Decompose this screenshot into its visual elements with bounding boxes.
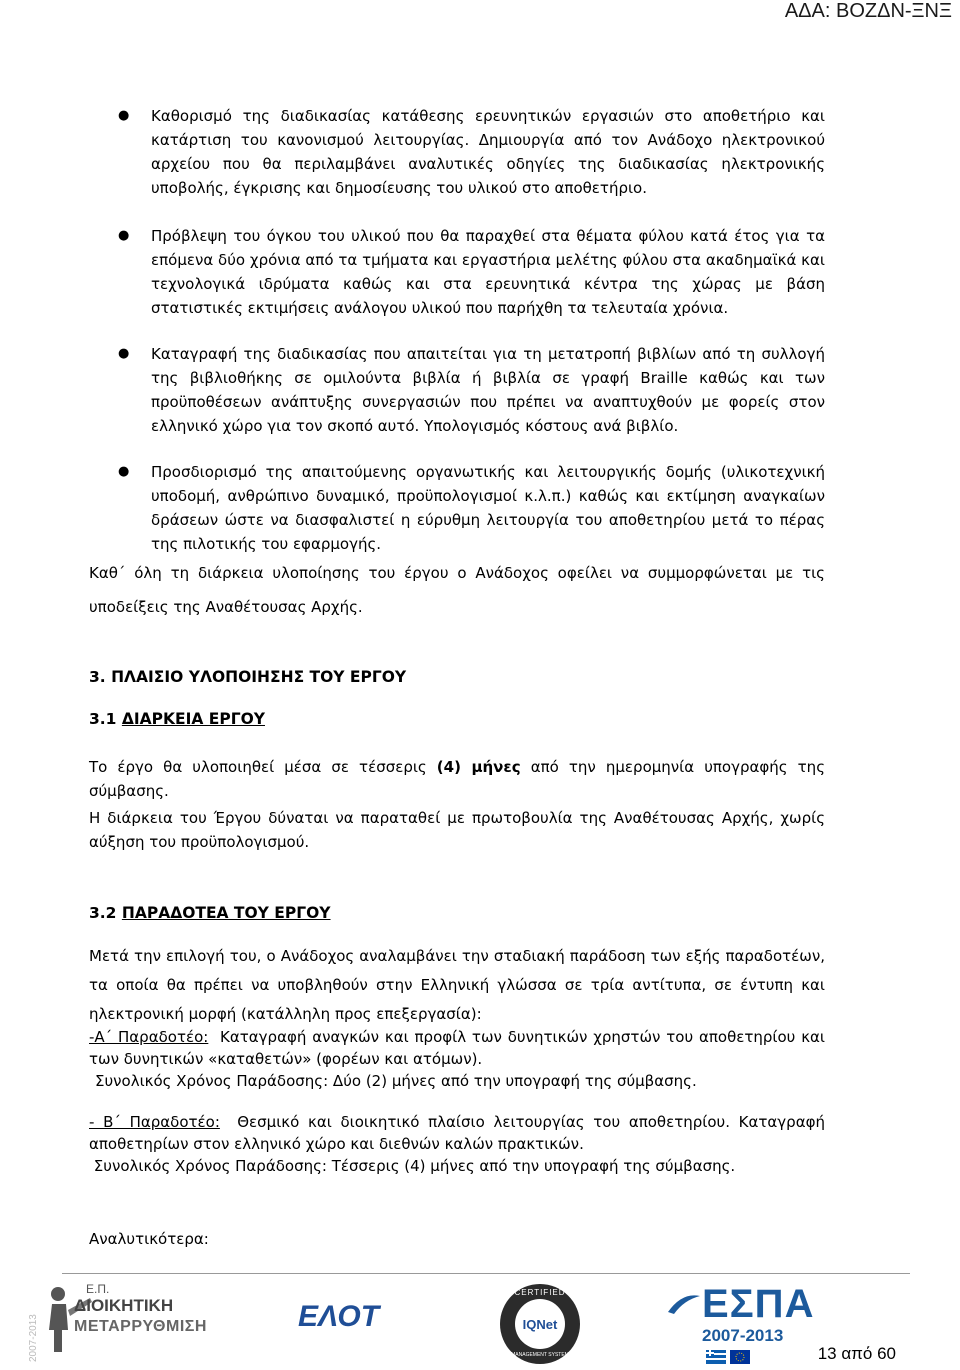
espa-years: 2007-2013: [702, 1326, 784, 1345]
ep-line1: ΔΙΟΙΚΗΤΙΚΗ: [74, 1296, 174, 1315]
bullet-dot: ●: [118, 346, 130, 361]
bullet-dot: ●: [118, 464, 130, 479]
list-item: Καθορισμό της διαδικασίας κατάθεσης ερευνητικών εργασιών στο αποθετήριο και κατάρτιση του κανονισμού λειτουργίας. Δημιουργία από τον Ανάδοχο ηλεκτρονικού αρχείου που θα περιλαμβάνει αναλυτικές οδηγίες της διαδικασίας ηλεκτρονικής υποβολής, έγκρισης και δημοσίευσης του υλικού στο αποθετήριο.: [151, 107, 825, 197]
elot-logo: [298, 1300, 398, 1340]
deliverable-a-time: Συνολικός Χρόνος Παράδοσης: Δύο (2) μήνες από την υπογραφή της σύμβασης.: [95, 1072, 697, 1090]
flags-icon: [706, 1350, 750, 1364]
duration-value: (4) μήνες: [436, 758, 521, 776]
ep-small: Ε.Π.: [86, 1282, 110, 1296]
deliverable-a-label: -Α΄ Παραδοτέο:: [89, 1028, 209, 1046]
extension-paragraph: Η διάρκεια του Έργου δύναται να παραταθεί με πρωτοβουλία της Αναθέτουσας Αρχής, χωρίς αύξηση του προϋπολογισμού.: [89, 809, 825, 851]
deliverable-b-label: - Β΄ Παραδοτέο:: [89, 1113, 220, 1131]
section-number: 3.1: [89, 710, 117, 728]
list-item: Πρόβλεψη του όγκου του υλικού που θα παραχθεί στα θέματα φύλου κατά έτος για τα επόμενα δύο χρόνια από τα τμήματα και εργαστήρια μελέτης φύλου στα ακαδημαϊκά και τεχνολογικά ιδρύματα καθώς και στα ερευνητικά κέντρα της χώρας με βάση στατιστικές εκτιμήσεις ανάλογου υλικού που παρήχθη τα τελευταία χρόνια.: [151, 227, 825, 317]
deliverable-b-text: Θεσμικό και διοικητικό πλαίσιο λειτουργίας του αποθετηρίου. Καταγραφή αποθετηρίων στον ελληνικό χώρο και διεθνών καλών πρακτικών.: [89, 1113, 825, 1153]
section-title: ΠΑΡΑΔΟΤΕΑ ΤΟΥ ΕΡΓΟΥ: [121, 904, 331, 922]
ep-line2: ΜΕΤΑΡΡΥΘΜΙΣΗ: [74, 1318, 207, 1335]
iqnet-seal: [498, 1282, 582, 1366]
duration-paragraph: [89, 755, 825, 803]
espa-logo: [666, 1280, 836, 1366]
elot-text: ΕΛΟΤ: [298, 1300, 380, 1333]
section-title: ΔΙΑΡΚΕΙΑ ΕΡΓΟΥ: [121, 710, 265, 728]
text-run: Συνολικός Χρόνος Παράδοσης: Τέσσερις (4) μήνες από την υπογραφή της σύμβασης.: [93, 1157, 736, 1175]
espa-text: ΕΣΠΑ: [702, 1282, 815, 1326]
list-item: Προσδιορισμό της απαιτούμενης οργανωτικής και λειτουργικής δομής (υλικοτεχνική υποδομή, ανθρώπινο δυναμικό, προϋπολογισμοί κ.λ.π.) καθώς και εκτίμηση αναγκαίων δράσεων ώστε να διασφαλιστεί η εύρυθμη λειτουργία του αποθετηρίου μετά το πέρας της πιλοτικής του εφαρμογής.: [151, 463, 825, 553]
section-3-2-heading: [89, 904, 331, 922]
deliverable-a: [89, 1026, 825, 1070]
ep-logo: [28, 1276, 218, 1366]
page-number: 13 από 60: [817, 1344, 896, 1363]
section-3-1-heading: [89, 710, 265, 728]
list-item: Καταγραφή της διαδικασίας που απαιτείται για τη μετατροπή βιβλίων από τη συλλογή της βιβλιοθήκης σε ομιλούντα βιβλία ή βιβλία σε γραφή Braille καθώς και των προϋποθέσεων ανάπτυξης συνεργασιών που πρέπει να αναπτυχθούν με φορείς στον ελληνικό χώρο για τον σκοπό αυτό. Υπολογισμός κόστους ανά βιβλίο.: [151, 345, 825, 435]
ep-years: 2007-2013: [28, 1314, 39, 1362]
certified-text: CERTIFIED: [514, 1288, 566, 1297]
section-number: 3.2: [89, 904, 117, 922]
mgmt-text: MANAGEMENT SYSTEM: [511, 1352, 569, 1358]
footer-divider: [62, 1273, 910, 1274]
ada-code: ΑΔΑ: ΒΟΖΔΝ-ΞΝΞ: [784, 0, 952, 22]
section-3-heading: 3. ΠΛΑΙΣΙΟ ΥΛΟΠΟΙΗΣΗΣ ΤΟΥ ΕΡΓΟΥ: [89, 668, 407, 686]
more-details-label: Αναλυτικότερα:: [89, 1230, 209, 1248]
bullet-dot: ●: [118, 108, 130, 123]
iqnet-text: IQNet: [522, 1317, 558, 1332]
deliverable-a-text: Καταγραφή αναγκών και προφίλ των δυνητικών χρηστών του αποθετηρίου και των δυνητικών «καταθετών» (φορέων και ατόμων).: [89, 1028, 825, 1068]
closing-paragraph: Καθ΄ όλη τη διάρκεια υλοποίησης του έργου ο Ανάδοχος οφείλει να συμμορφώνεται με τις υποδείξεις της Αναθέτουσας Αρχής.: [89, 564, 825, 616]
deliverables-intro: Μετά την επιλογή του, ο Ανάδοχος αναλαμβάνει την σταδιακή παράδοση των εξής παραδοτέων, τα οποία θα πρέπει να υποβληθούν στην Ελληνική γλώσσα σε τρία αντίτυπα, σε έντυπη και ηλεκτρονική μορφή (κατάλληλη προς επεξεργασία):: [89, 947, 825, 1023]
text-run: από την ημερομηνία υπογραφής της σύμβασης.: [89, 758, 825, 800]
text-run: Το έργο θα υλοποιηθεί μέσα σε τέσσερις: [89, 758, 427, 776]
deliverable-b: [89, 1111, 825, 1155]
espa-swoosh-icon: [666, 1290, 702, 1316]
bullet-dot: ●: [118, 228, 130, 243]
deliverable-b-time: [89, 1155, 825, 1177]
